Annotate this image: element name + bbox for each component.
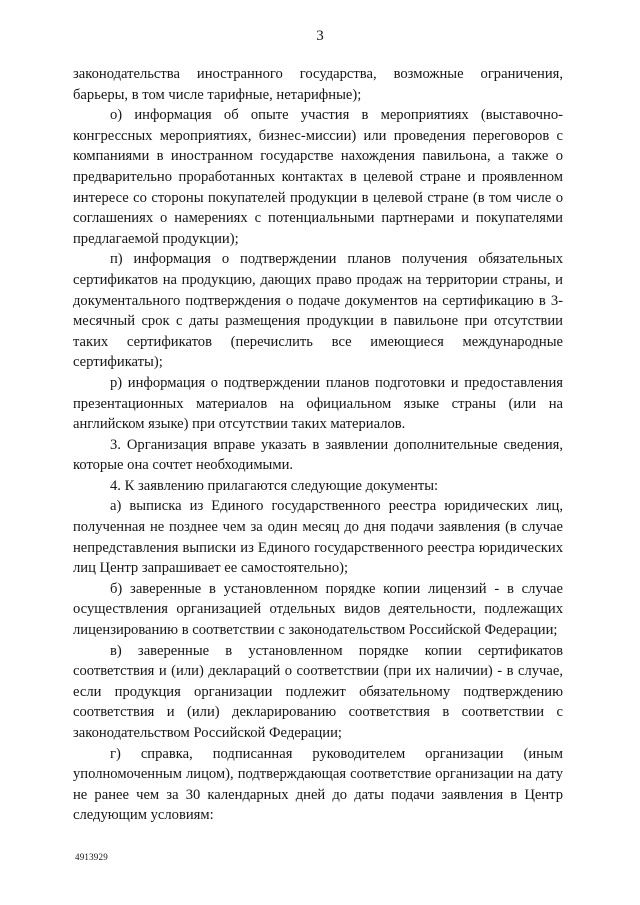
- paragraph-item-b: б) заверенные в установленном порядке копии лицензий - в случае осуществления организацией отдельных видов деятельности, подлежащих лицензированию в соответствии с законодательством Российской Федерации;: [73, 580, 563, 639]
- paragraph-continuation: законодательства иностранного государства, возможные ограничения, барьеры, в том числе тарифные, нетарифные);: [73, 66, 563, 103]
- paragraph-item-o: о) информация об опыте участия в мероприятиях (выставочно-конгрессных мероприятиях, бизнес-миссии) или проведения переговоров с компаниями в иностранном государстве нахождения павильона, а также о предварительно проработанных контактах в целевой стране и проявленном интересе со стороны покупателей продукции в целевой стране (в том числе о соглашениях о намерениях с потенциальными партнерами и покупателями предлагаемой продукции);: [73, 107, 563, 247]
- paragraph-item-g: г) справка, подписанная руководителем организации (иным уполномоченным лицом), подтверждающая соответствие организации на дату не ранее чем за 30 календарных дней до даты подачи заявления в Центр следующим условиям:: [73, 745, 563, 824]
- paragraph-item-r: р) информация о подтверждении планов подготовки и предоставления презентационных материалов на официальном языке страны (или на английском языке) при отсутствии таких материалов.: [73, 374, 563, 433]
- paragraph-item-a: а) выписка из Единого государственного реестра юридических лиц, полученная не позднее чем за один месяц до дня подачи заявления (в случае непредставления выписки из Единого государственного реестра юридических лиц Центр запрашивает ее самостоятельно);: [73, 498, 563, 577]
- document-id: 4913929: [75, 852, 108, 862]
- paragraph-section-3: 3. Организация вправе указать в заявлении дополнительные сведения, которые она сочтет необходимыми.: [73, 436, 563, 474]
- paragraph-section-4: 4. К заявлению прилагаются следующие документы:: [110, 477, 439, 494]
- paragraph-item-v: в) заверенные в установленном порядке копии сертификатов соответствия и (или) деклараций о соответствии (при их наличии) - в случае, если продукция организации подлежит обязательному подтверждению соответствия и (или) декларированию соответствия в соответствии с законодательством Российской Федерации;: [73, 642, 563, 741]
- paragraph-item-p: п) информация о подтверждении планов получения обязательных сертификатов на продукцию, дающих право продаж на территории страны, и документального подтверждения о подаче документов на сертификацию в 3-месячный срок с даты размещения продукции в павильоне при отсутствии таких сертификатов (перечислить все имеющиеся международные сертификаты);: [73, 251, 563, 371]
- page-number: 3: [316, 28, 324, 44]
- document-body: [73, 64, 563, 826]
